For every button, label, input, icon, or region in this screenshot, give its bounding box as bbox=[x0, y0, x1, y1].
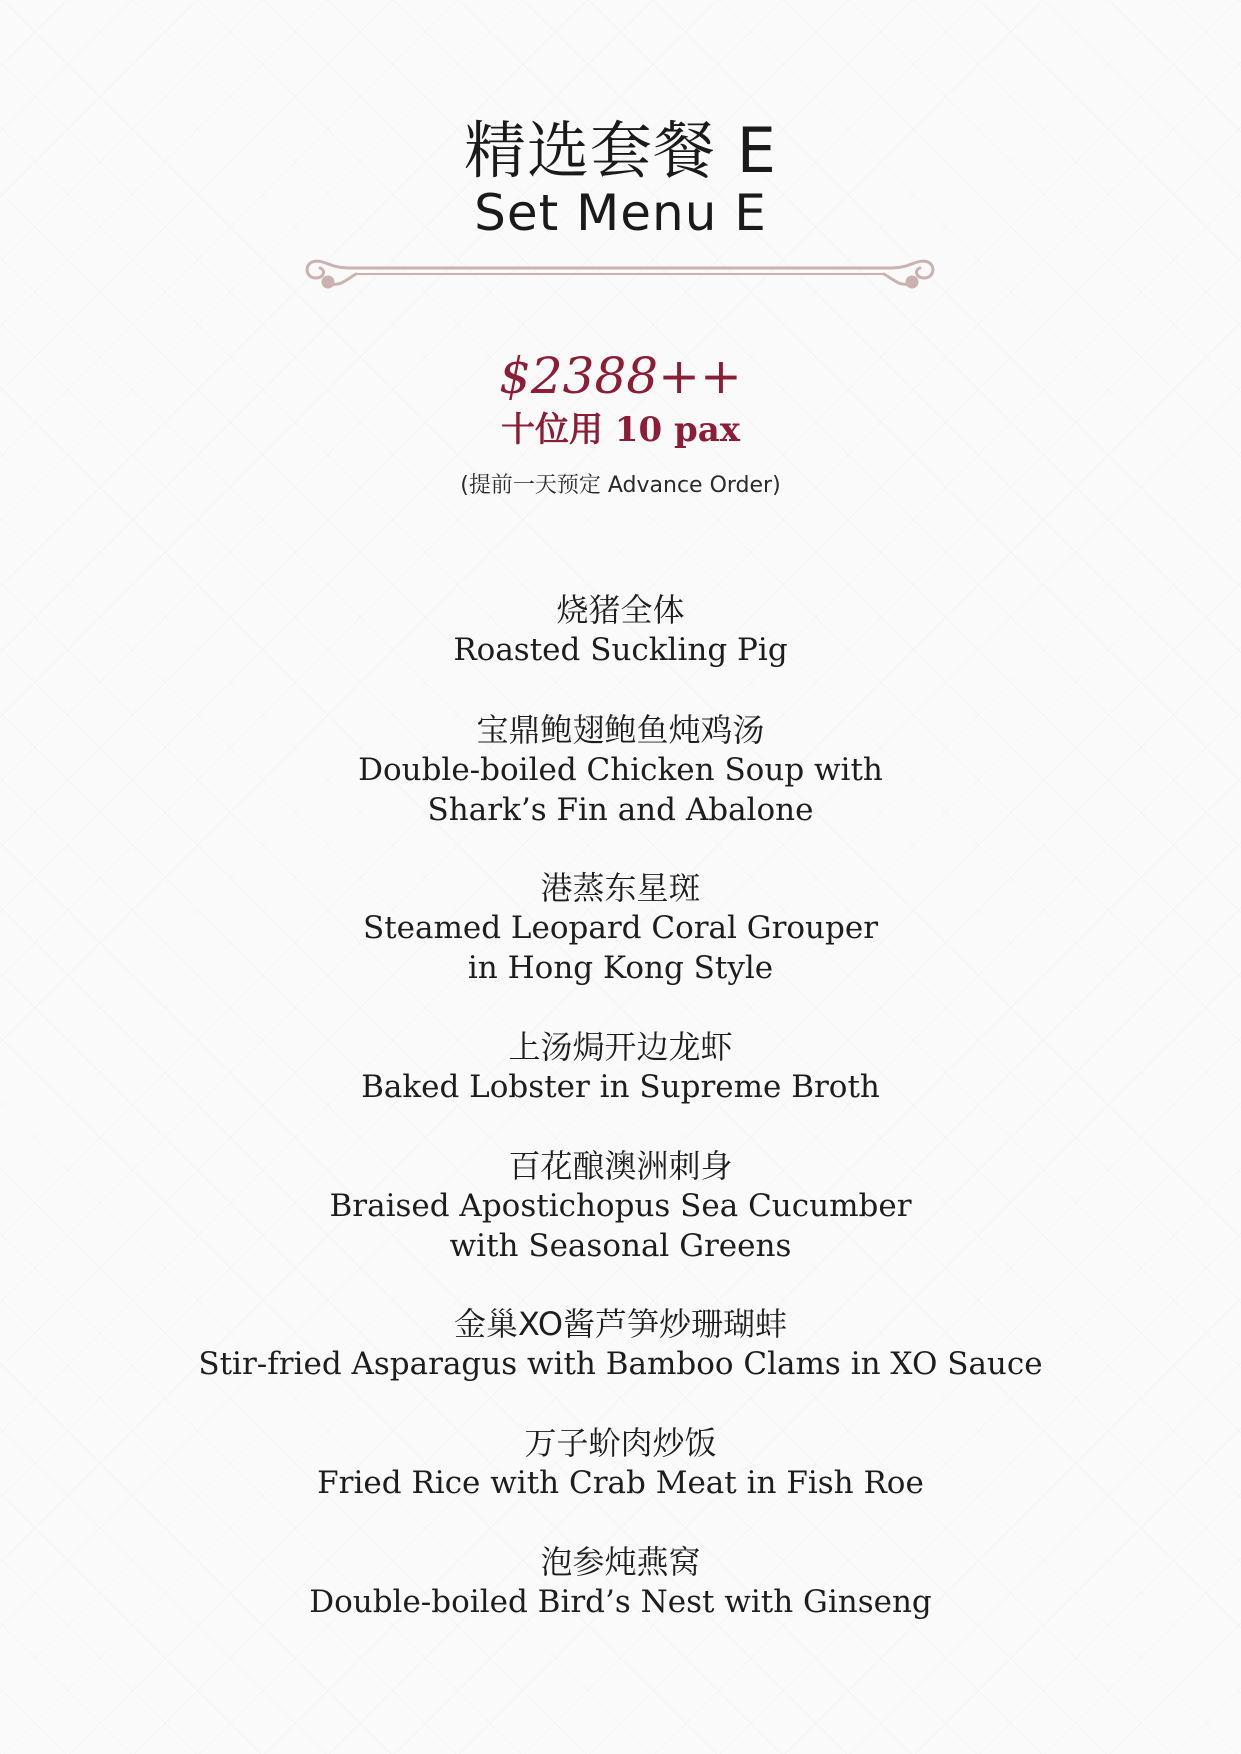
dish-name-chinese: 泡参炖燕窝 bbox=[540, 1543, 701, 1581]
dish-item bbox=[0, 1146, 1241, 1266]
dish-name-english: Steamed Leopard Coral Grouper bbox=[362, 910, 879, 946]
dish-name-chinese: 港蒸东星斑 bbox=[540, 869, 701, 907]
ornamental-divider-icon bbox=[300, 252, 940, 292]
dish-name-chinese: 百花酿澳洲刺身 bbox=[508, 1147, 733, 1185]
dish-name-english: Double-boiled Bird’s Nest with Ginseng bbox=[309, 1584, 932, 1620]
pax-count: 十位用 10 pax bbox=[500, 410, 741, 450]
price: $2388++ bbox=[499, 347, 742, 405]
dish-item bbox=[0, 1542, 1241, 1622]
dish-name-chinese: 烧猪全体 bbox=[556, 591, 685, 629]
dish-name-english: Stir-fried Asparagus with Bamboo Clams in XO Sauce bbox=[198, 1346, 1043, 1382]
dish-item bbox=[0, 1304, 1241, 1384]
dish-item bbox=[0, 868, 1241, 988]
dish-item bbox=[0, 1423, 1241, 1503]
dish-name-english: Double-boiled Chicken Soup with bbox=[358, 752, 883, 788]
menu-title-chinese: 精选套餐 E bbox=[464, 114, 777, 187]
dish-item bbox=[0, 1027, 1241, 1107]
dish-name-english: with Seasonal Greens bbox=[449, 1228, 792, 1264]
dish-name-chinese: 上汤焗开边龙虾 bbox=[508, 1028, 733, 1066]
dish-name-chinese: 金巢XO酱芦笋炒珊瑚蚌 bbox=[453, 1305, 788, 1343]
dish-name-english: Shark’s Fin and Abalone bbox=[427, 792, 814, 828]
dish-name-english: Baked Lobster in Supreme Broth bbox=[361, 1069, 880, 1105]
dish-name-english: in Hong Kong Style bbox=[467, 950, 774, 986]
dish-item bbox=[0, 590, 1241, 670]
dish-name-english: Roasted Suckling Pig bbox=[453, 632, 788, 668]
menu-title-english: Set Menu E bbox=[474, 184, 767, 242]
advance-order-note: (提前一天预定 Advance Order) bbox=[460, 473, 781, 498]
dish-item bbox=[0, 710, 1241, 830]
dish-name-chinese: 宝鼎鲍翅鲍鱼炖鸡汤 bbox=[476, 711, 765, 749]
dish-name-english: Fried Rice with Crab Meat in Fish Roe bbox=[317, 1465, 924, 1501]
dish-name-chinese: 万子蚧肉炒饭 bbox=[524, 1424, 717, 1462]
dish-name-english: Braised Apostichopus Sea Cucumber bbox=[329, 1188, 912, 1224]
